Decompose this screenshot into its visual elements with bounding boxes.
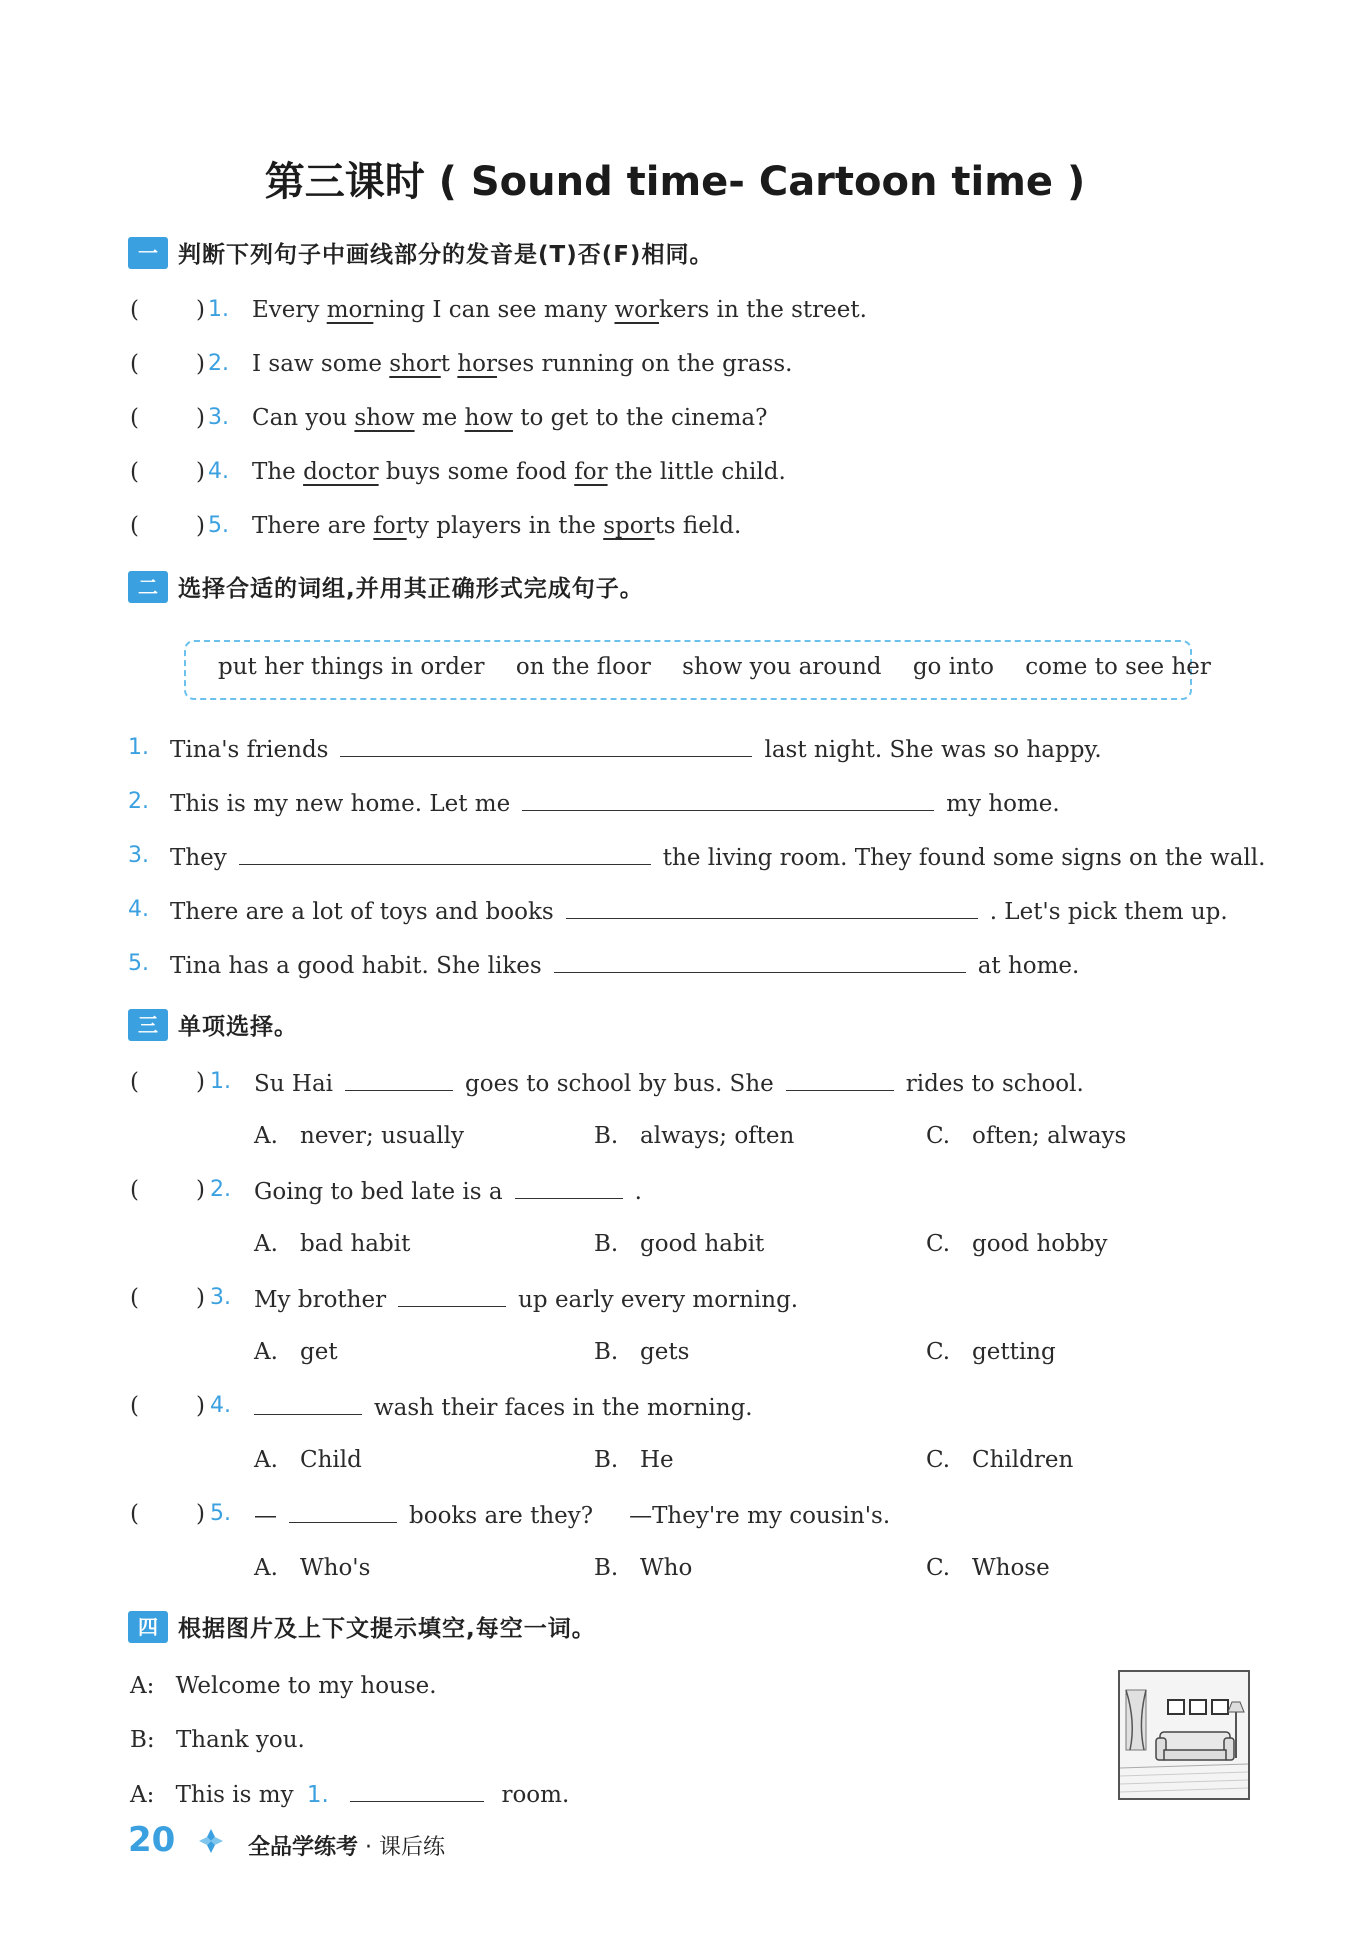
answer-paren-open: ( [130,1177,139,1203]
answer-blank [345,1066,453,1091]
answer-slot[interactable] [140,456,194,486]
option-text: Whose [972,1555,1050,1581]
section-3-instruction: 单项选择。 [178,1014,298,1040]
question-number: 5. [210,1501,231,1526]
option-text: Children [972,1447,1074,1473]
sentence-part: me [414,405,465,431]
option-text: Who [640,1555,693,1581]
sentence-before: This is my new home. Let me [170,791,511,817]
question-number: 4. [128,897,149,922]
section-1-header [128,236,713,269]
sentence-part: ning I can see many [373,297,615,323]
answer-paren-close: ) [196,1501,205,1527]
option-letter: B. [594,1447,619,1473]
phrase-item: go into [912,654,994,680]
question-number: 4. [208,459,229,484]
section-2-badge: 二 [128,571,168,603]
sentence-part: Every [252,297,327,323]
question-stem [254,1066,1084,1100]
answer-paren-close: ) [196,351,205,377]
question-number: 3. [210,1285,231,1310]
option-c[interactable] [926,1336,1056,1368]
answer-paren-open: ( [130,297,139,323]
answer-blank [515,1174,623,1199]
answer-slot[interactable] [140,1282,194,1312]
answer-blank[interactable] [554,948,966,973]
answer-slot[interactable] [140,1174,194,1204]
option-a[interactable] [254,1336,338,1368]
underlined-part: wor [614,297,659,323]
option-text: always; often [640,1123,795,1149]
answer-blank[interactable] [340,732,752,757]
sentence-after: last night. She was so happy. [764,737,1102,763]
question-number: 3. [128,843,149,868]
option-b[interactable] [594,1228,764,1260]
phrase-item: put her things in order [218,654,485,680]
answer-blank [254,1390,362,1415]
section-2-instruction: 选择合适的词组,并用其正确形式完成句子。 [178,576,644,602]
stem-part: —They're my cousin's. [629,1503,891,1529]
answer-slot[interactable] [140,1066,194,1096]
speaker-label: A: [130,1673,155,1699]
question-number: 2. [208,351,229,376]
answer-blank [289,1498,397,1523]
stem-part: . [634,1179,642,1205]
sentence-after: at home. [977,953,1080,979]
option-a[interactable] [254,1120,464,1152]
option-text: gets [640,1339,690,1365]
option-letter: A. [254,1231,278,1257]
section-3-badge: 三 [128,1009,168,1041]
sentence-after: my home. [946,791,1060,817]
answer-paren-close: ) [196,1069,205,1095]
option-a[interactable] [254,1228,410,1260]
option-a[interactable] [254,1444,362,1476]
dialogue-line-3 [130,1777,569,1811]
sentence [252,294,867,326]
fill-sentence [170,840,1265,874]
living-room-picture [1118,1670,1250,1800]
section-1-instruction: 判断下列句子中画线部分的发音是(T)否(F)相同。 [178,242,714,268]
option-letter: B. [594,1123,619,1149]
answer-blank[interactable] [239,840,651,865]
option-letter: C. [926,1123,951,1149]
answer-slot[interactable] [140,1498,194,1528]
answer-paren-close: ) [196,405,205,431]
option-text: often; always [972,1123,1127,1149]
sentence-part: Can you [252,405,355,431]
fill-sentence [170,948,1079,982]
sentence-part: the little child. [607,459,786,485]
sentence-before: They [170,845,227,871]
section-3-header [128,1008,298,1041]
underlined-part: spor [603,513,655,539]
answer-blank [786,1066,894,1091]
section-2-header [128,570,644,603]
option-b[interactable] [594,1120,794,1152]
phrase-item: on the floor [515,654,651,680]
sentence [252,348,792,380]
question-number: 2. [128,789,149,814]
dialogue-line-2 [130,1724,305,1756]
answer-blank[interactable] [350,1777,484,1802]
question-number: 5. [208,513,229,538]
sentence-after: . Let's pick them up. [989,899,1228,925]
dialogue-text-after: room. [501,1782,570,1808]
answer-slot[interactable] [140,294,194,324]
sentence [252,510,741,542]
sentence-part: ses running on the grass. [496,351,793,377]
stem-part: wash their faces in the morning. [374,1395,753,1421]
option-text: good habit [640,1231,765,1257]
option-a[interactable] [254,1552,370,1584]
stem-part: Going to bed late is a [254,1179,503,1205]
answer-paren-open: ( [130,405,139,431]
answer-paren-close: ) [196,1285,205,1311]
answer-paren-close: ) [196,459,205,485]
section-4-instruction: 根据图片及上下文提示填空,每空一词。 [178,1616,596,1642]
question-number: 1. [128,735,149,760]
answer-paren-open: ( [130,459,139,485]
option-c[interactable] [926,1552,1050,1584]
option-letter: C. [926,1231,951,1257]
option-letter: B. [594,1231,619,1257]
answer-slot[interactable] [140,510,194,540]
question-number: 4. [210,1393,231,1418]
footer-brand [248,1830,445,1861]
answer-slot[interactable] [140,402,194,432]
dialogue-text: This is my [175,1782,294,1808]
brand-sub: 课后练 [379,1835,446,1860]
phrase-list [218,654,1235,680]
option-text: getting [972,1339,1056,1365]
underlined-part: how [464,405,513,431]
answer-paren-open: ( [130,1285,139,1311]
answer-paren-open: ( [130,1393,139,1419]
sentence-part: t [440,351,458,377]
answer-paren-close: ) [196,1393,205,1419]
speaker-label: B: [130,1727,155,1753]
option-letter: A. [254,1123,278,1149]
question-number: 1. [208,297,229,322]
sentence-part: There are [252,513,374,539]
underlined-part: show [354,405,415,431]
question-number: 2. [210,1177,231,1202]
stem-part: up early every morning. [518,1287,799,1313]
option-c[interactable] [926,1444,1073,1476]
stem-part: rides to school. [905,1071,1084,1097]
option-letter: A. [254,1447,278,1473]
dialogue-text: Welcome to my house. [175,1673,437,1699]
stem-part: My brother [254,1287,387,1313]
brand-name: 全品学练考 [248,1835,359,1860]
sentence-part: buys some food [378,459,575,485]
question-number: 1. [210,1069,231,1094]
answer-slot[interactable] [140,348,194,378]
option-b[interactable] [594,1336,689,1368]
sentence-before: Tina has a good habit. She likes [170,953,542,979]
sentence-before: There are a lot of toys and books [170,899,554,925]
question-stem [254,1174,654,1208]
underlined-part: for [574,459,608,485]
phrase-box [184,640,1211,700]
answer-blank[interactable] [522,786,934,811]
option-letter: C. [926,1447,951,1473]
question-stem [254,1390,765,1424]
sentence-part: to get to the cinema? [512,405,768,431]
underlined-part: mor [326,297,374,323]
answer-paren-open: ( [130,513,139,539]
dialogue-line-1 [130,1670,437,1702]
option-b[interactable] [594,1552,692,1584]
underlined-part: hor [457,351,497,377]
answer-blank [398,1282,506,1307]
sentence-before: Tina's friends [170,737,329,763]
answer-slot[interactable] [140,1390,194,1420]
option-letter: B. [594,1555,619,1581]
answer-paren-close: ) [196,513,205,539]
question-number: 3. [208,405,229,430]
living-room-illustration [1120,1672,1248,1798]
sentence-part: The [252,459,304,485]
diamond-icon [198,1828,224,1854]
option-c[interactable] [926,1120,1126,1152]
option-text: good hobby [972,1231,1108,1257]
fill-sentence [170,732,1102,766]
stem-part: goes to school by bus. She [465,1071,774,1097]
stem-part: Su Hai [254,1071,334,1097]
sentence [252,402,767,434]
phrase-item: show you around [682,654,882,680]
answer-paren-open: ( [130,1501,139,1527]
phrase-item: come to see her [1025,654,1211,680]
answer-blank[interactable] [566,894,978,919]
option-b[interactable] [594,1444,674,1476]
speaker-label: A: [130,1782,155,1808]
option-text: never; usually [300,1123,464,1149]
stem-part: — [254,1503,277,1529]
option-letter: C. [926,1339,951,1365]
option-text: Who's [300,1555,371,1581]
section-4-badge: 四 [128,1611,168,1643]
option-text: get [300,1339,338,1365]
page-number: 20 [128,1820,176,1860]
option-c[interactable] [926,1228,1108,1260]
section-4-header [128,1610,596,1643]
sentence-part: kers in the street. [659,297,867,323]
option-text: bad habit [300,1231,411,1257]
brand-separator: · [365,1835,373,1860]
stem-part: books are they? [409,1503,594,1529]
answer-paren-close: ) [196,1177,205,1203]
fill-sentence [170,786,1060,820]
option-text: He [640,1447,674,1473]
answer-paren-close: ) [196,297,205,323]
section-1-badge: 一 [128,237,168,269]
option-letter: B. [594,1339,619,1365]
option-letter: A. [254,1339,278,1365]
page-title: 第三课时 ( Sound time- Cartoon time ) [264,159,1086,205]
sentence-part: ty players in the [406,513,604,539]
answer-paren-open: ( [130,1069,139,1095]
sentence-part: I saw some [252,351,390,377]
fill-sentence [170,894,1228,928]
underlined-part: shor [389,351,441,377]
dialogue-text: Thank you. [175,1727,305,1753]
sentence-after: the living room. They found some signs on the wall. [662,845,1266,871]
question-number: 5. [128,951,149,976]
answer-paren-open: ( [130,351,139,377]
option-text: Child [300,1447,362,1473]
question-stem [254,1282,810,1316]
underlined-part: for [373,513,407,539]
option-letter: C. [926,1555,951,1581]
sentence [252,456,786,488]
option-letter: A. [254,1555,278,1581]
sentence-part: ts field. [654,513,742,539]
blank-number: 1. [306,1782,329,1808]
question-stem [254,1498,890,1532]
underlined-part: doctor [303,459,379,485]
